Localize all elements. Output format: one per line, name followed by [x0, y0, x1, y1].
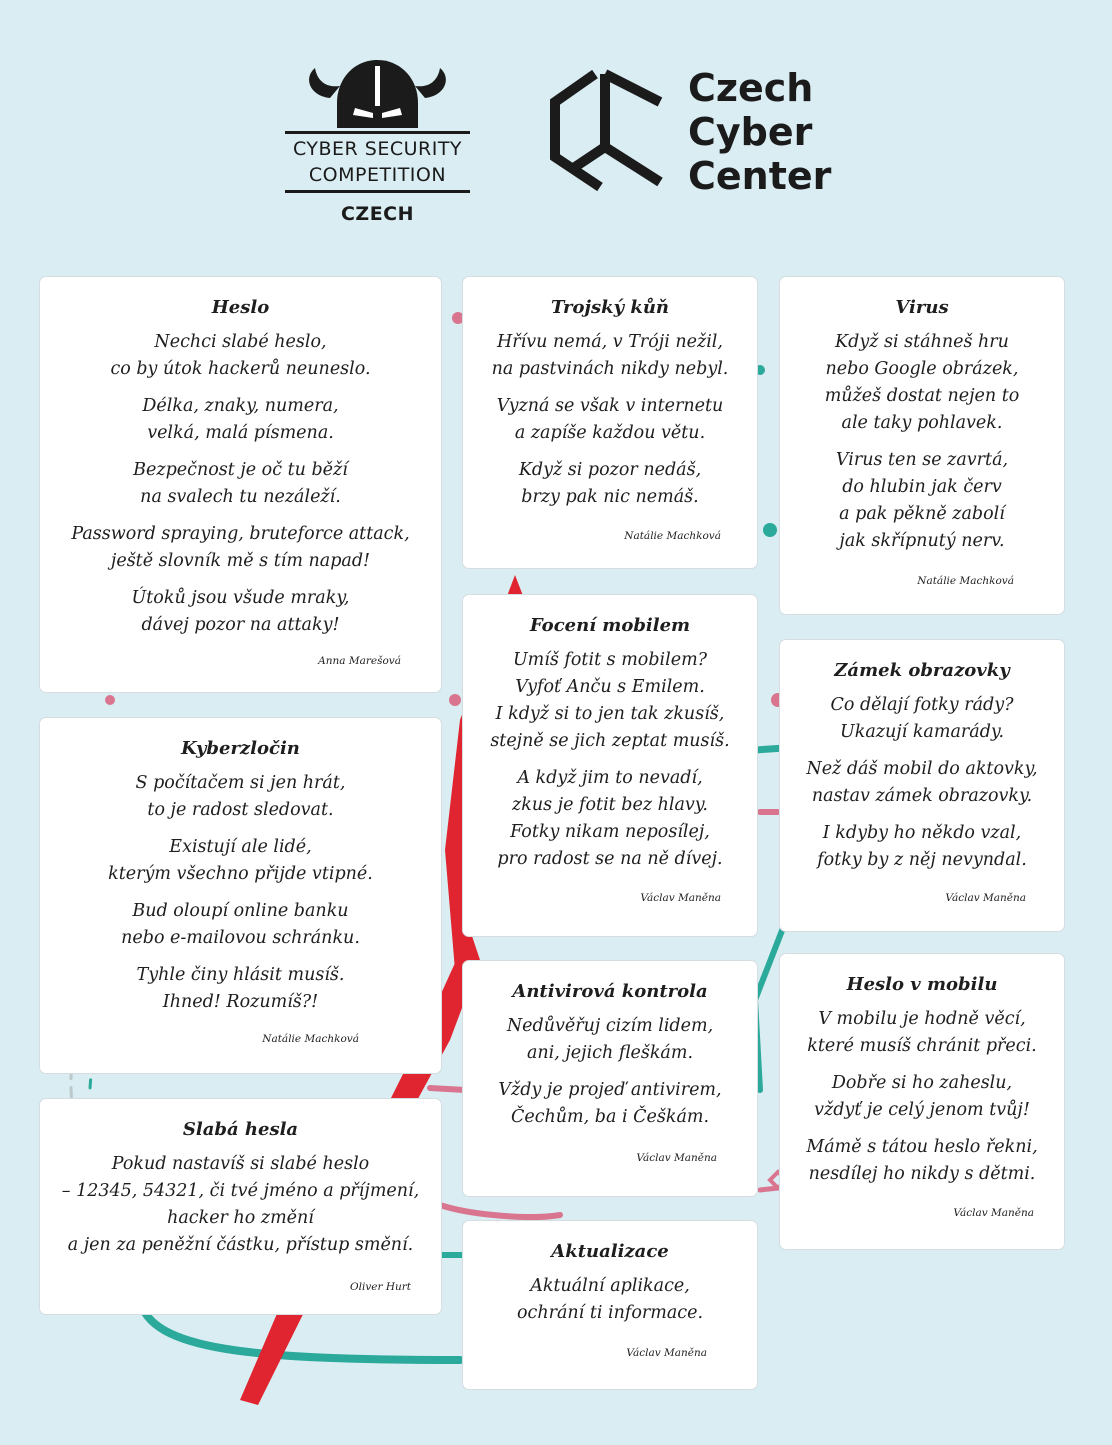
- poem-card-antivirova-kontrola: [462, 960, 758, 1197]
- poem-author: Natálie Machková: [262, 1033, 359, 1045]
- viking-helmet-icon: [285, 58, 470, 133]
- stanza: Tyhle činy hlásit musíš. Ihned! Rozumíš?!: [136, 965, 345, 1012]
- stanza: Když si stáhneš hru nebo Google obrázek, můžeš dostat nejen to ale taky pohlavek.: [824, 332, 1020, 433]
- poem-title: Zámek obrazovky: [834, 660, 1010, 681]
- ccc-emblem-icon: [545, 62, 675, 197]
- stanza: Umíš fotit s mobilem? Vyfoť Anču s Emilem. I když si to jen tak zkusíš, stejně se jich zeptat musíš.: [490, 650, 730, 751]
- stanza: Když si pozor nedáš, brzy pak nic nemáš.: [518, 460, 702, 507]
- stanza: Pokud nastavíš si slabé heslo – 12345, 54321, či tvé jméno a příjmení, hacker ho změní a jen za peněžní částku, přístup smění.: [61, 1154, 420, 1255]
- poem-author: Natálie Machková: [917, 575, 1014, 587]
- stanza: Bezpečnost je oč tu běží na svalech tu nezáleží.: [133, 460, 348, 507]
- stanza: S počítačem si jen hrát, to je radost sledovat.: [135, 773, 346, 820]
- poem-author: Václav Maněna: [626, 1347, 707, 1359]
- logo-line-1: CYBER SECURITY: [292, 138, 463, 160]
- poem-author: Natálie Machková: [624, 530, 721, 542]
- poem-title: Trojský kůň: [550, 297, 670, 318]
- poem-author: Václav Maněna: [953, 1207, 1034, 1219]
- stanza: I kdyby ho někdo vzal, fotky by z něj nevyndal.: [817, 823, 1027, 870]
- stanza: Nechci slabé heslo, co by útok hackerů neuneslo.: [110, 332, 371, 379]
- poem-title: Aktualizace: [551, 1241, 669, 1262]
- stanza: Aktuální aplikace, ochrání ti informace.: [516, 1276, 704, 1323]
- poem-card-zamek-obrazovky: [779, 639, 1065, 932]
- stanza: Password spraying, bruteforce attack, ještě slovník mě s tím napad!: [71, 524, 410, 571]
- poem-title: Heslo v mobilu: [846, 974, 998, 995]
- stanza: Nedůvěřuj cizím lidem, ani, jejich fleškám.: [506, 1016, 714, 1063]
- poem-author: Oliver Hurt: [350, 1281, 411, 1293]
- poem-card-slaba-hesla: [39, 1098, 442, 1315]
- logo-word-center: Center: [688, 154, 832, 198]
- logo-line-2: COMPETITION: [308, 164, 447, 186]
- poem-title: Slabá hesla: [182, 1119, 299, 1140]
- poem-author: Anna Marešová: [318, 655, 401, 667]
- stanza: Vždy je projeď antivirem, Čechům, ba i Češkám.: [498, 1080, 722, 1127]
- poem-card-trojsky-kun: [462, 276, 758, 569]
- stanza: Než dáš mobil do aktovky, nastav zámek obrazovky.: [806, 759, 1038, 806]
- poem-card-virus: [779, 276, 1065, 615]
- poem-card-heslo: [39, 276, 442, 693]
- czech-cyber-center-logo: [545, 62, 835, 202]
- poem-card-aktualizace: [462, 1220, 758, 1390]
- stanza: Délka, znaky, numera, velká, malá písmena.: [142, 396, 339, 443]
- stanza: Co dělají fotky rády? Ukazují kamarády.: [830, 695, 1014, 742]
- poem-author: Václav Maněna: [640, 892, 721, 904]
- logo-word-cyber: Cyber: [688, 110, 813, 154]
- poem-author: Václav Maněna: [945, 892, 1026, 904]
- stanza: V mobilu je hodně věcí, které musíš chránit přeci.: [807, 1009, 1037, 1056]
- stanza: Virus ten se zavrtá, do hlubin jak červ a pak pěkně zabolí jak skřípnutý nerv.: [835, 450, 1009, 551]
- poem-title: Antivirová kontrola: [512, 981, 708, 1002]
- stanza: Vyzná se však v internetu a zapíše každou větu.: [496, 396, 724, 443]
- stanza: Bud oloupí online banku nebo e-mailovou schránku.: [121, 901, 360, 948]
- poem-card-heslo-v-mobilu: [779, 953, 1065, 1250]
- stanza: Hřívu nemá, v Tróji nežil, na pastvinách nikdy nebyl.: [491, 332, 729, 379]
- cyber-security-competition-logo: [285, 58, 470, 228]
- stanza: Útoků jsou všude mraky, dávej pozor na attaky!: [131, 588, 350, 635]
- logo-word-czech: Czech: [688, 66, 814, 110]
- stanza: Existují ale lidé, kterým všechno přijde vtipné.: [108, 837, 373, 884]
- logo-line-3: CZECH: [340, 203, 415, 225]
- poem-card-foceni-mobilem: [462, 594, 758, 937]
- stanza: A když jim to nevadí, zkus je fotit bez hlavy. Fotky nikam neposílej, pro radost se na ně dívej.: [497, 768, 723, 869]
- poem-title: Kyberzločin: [181, 738, 300, 759]
- poem-title: Focení mobilem: [529, 615, 691, 636]
- poem-author: Václav Maněna: [636, 1152, 717, 1164]
- stanza: Mámě s tátou heslo řekni, nesdílej ho nikdy s dětmi.: [806, 1137, 1038, 1184]
- poem-card-kyberzlocin: [39, 717, 442, 1074]
- stanza: Dobře si ho zaheslu, vždyť je celý jenom tvůj!: [814, 1073, 1030, 1120]
- poem-title: Virus: [895, 297, 949, 318]
- poem-title: Heslo: [211, 297, 270, 318]
